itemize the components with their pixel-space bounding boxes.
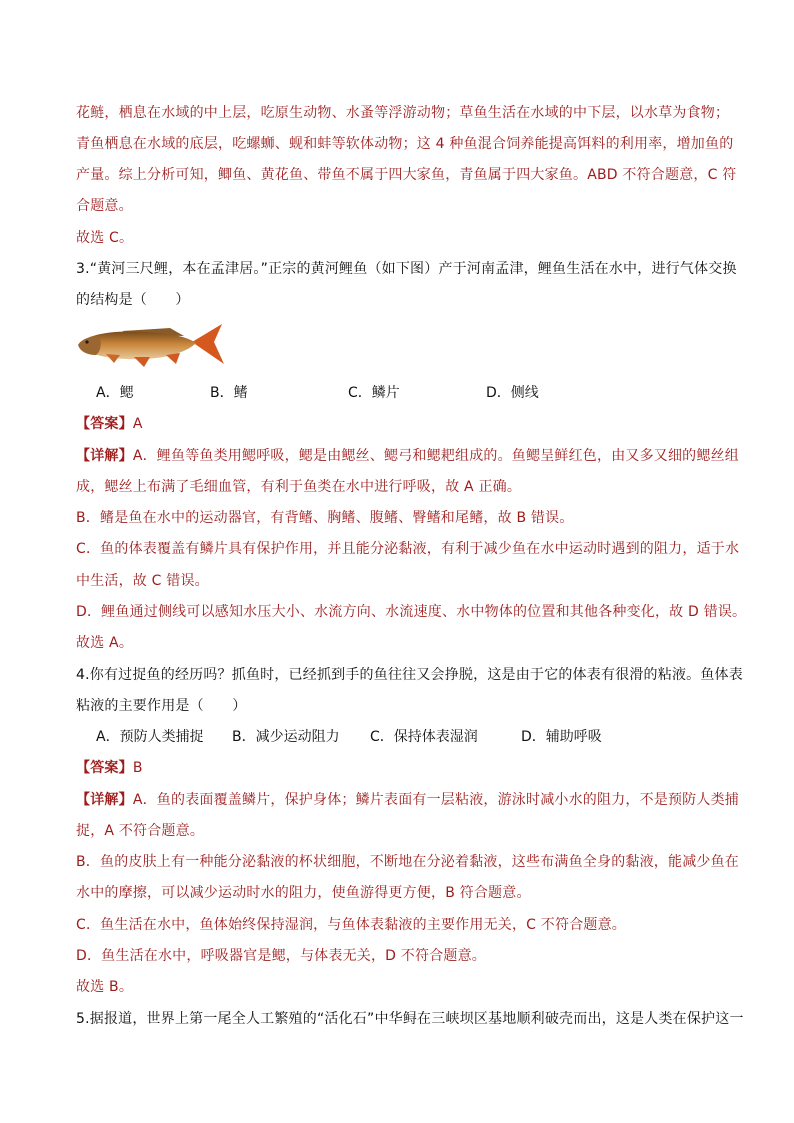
- q3-answer: [76, 414, 143, 434]
- answer-tag: 【答案】: [76, 416, 133, 432]
- q4-option-d: D．辅助呼吸: [521, 729, 602, 745]
- q3-detail-line: B．鳍是鱼在水中的运动器官，有背鳍、胸鳍、腹鳍、臀鳍和尾鳍，故 B 错误。: [76, 510, 574, 526]
- q4-option-b: B．减少运动阻力: [232, 729, 340, 745]
- q3-detail-line: 中生活，故 C 错误。: [76, 573, 209, 589]
- q3-conclusion: 故选 A。: [76, 635, 134, 651]
- detail-text: A．鲤鱼等鱼类用鳃呼吸，鳃是由鳃丝、鳃弓和鳃耙组成的。鱼鳃呈鲜红色，由又多又细的鳃丝组: [132, 448, 739, 464]
- q3-detail-line: C．鱼的体表覆盖有鳞片具有保护作用，并且能分泌黏液，有利于减少鱼在水中运动时遇到的阻力，适于水: [76, 541, 740, 557]
- prev-explanation-line: 产量。综上分析可知，鲫鱼、黄花鱼、带鱼不属于四大家鱼，青鱼属于四大家鱼。ABD 不符合题意，C 符: [76, 167, 737, 183]
- answer-value: B: [132, 760, 143, 776]
- q4-detail-line: 水中的摩擦，可以减少运动时水的阻力，使鱼游得更方便，B 符合题意。: [76, 885, 531, 901]
- q4-stem-line: 4.你有过捉鱼的经历吗？抓鱼时，已经抓到手的鱼往往又会挣脱，这是由于它的体表有很滑的粘液。鱼体表: [76, 667, 743, 683]
- q5-stem-line: 5.据报道，世界上第一尾全人工繁殖的“活化石”中华鲟在三峡坝区基地顺利破壳而出，这是人类在保护这一: [76, 1011, 744, 1027]
- prev-explanation-line: 青鱼栖息在水域的底层，吃螺蛳、蚬和蚌等软体动物；这 4 种鱼混合饲养能提高饵料的利用率，增加鱼的: [76, 136, 734, 152]
- q3-option-c: C．鳞片: [348, 385, 400, 401]
- q3-option-b: B．鳍: [210, 385, 248, 401]
- q4-option-c: C．保持体表湿润: [370, 729, 478, 745]
- detail-tag: 【详解】: [76, 792, 133, 808]
- q4-option-a: A．预防人类捕捉: [96, 729, 204, 745]
- carp-fish-image: [74, 320, 226, 368]
- q4-detail-line: D．鱼生活在水中，呼吸器官是鳃，与体表无关，D 不符合题意。: [76, 948, 487, 964]
- prev-explanation-line: 合题意。: [76, 198, 133, 214]
- q3-detail-line: D．鲤鱼通过侧线可以感知水压大小、水流方向、水流速度、水中物体的位置和其他各种变化，故 D 错误。: [76, 604, 747, 620]
- answer-value: A: [132, 416, 143, 432]
- q3-option-d: D．侧线: [486, 385, 539, 401]
- q4-answer: [76, 758, 143, 778]
- q4-detail-line: 捉，A 不符合题意。: [76, 823, 205, 839]
- detail-tag: 【详解】: [76, 448, 133, 464]
- q3-detail-line: 成，鳃丝上布满了毛细血管，有利于鱼类在水中进行呼吸，故 A 正确。: [76, 479, 522, 495]
- q4-conclusion: 故选 B。: [76, 979, 134, 995]
- q3-stem-line: 的结构是（ ）: [76, 292, 190, 308]
- q3-option-a: A．鳃: [96, 385, 134, 401]
- answer-tag: 【答案】: [76, 760, 133, 776]
- q3-stem-line: 3.“黄河三尺鲤，本在孟津居。”正宗的黄河鲤鱼（如下图）产于河南孟津，鲤鱼生活在水中，进行气体交换: [76, 261, 737, 277]
- detail-text: A．鱼的表面覆盖鳞片，保护身体；鳞片表面有一层粘液，游泳时减小水的阻力，不是预防人类捕: [132, 792, 739, 808]
- q4-detail-line: B．鱼的皮肤上有一种能分泌黏液的杯状细胞，不断地在分泌着黏液，这些布满鱼全身的黏液，能减少鱼在: [76, 854, 740, 870]
- q3-detail-line: [76, 446, 739, 466]
- q4-detail-line: C．鱼生活在水中，鱼体始终保持湿润，与鱼体表黏液的主要作用无关，C 不符合题意。: [76, 917, 626, 933]
- q4-stem-line: 粘液的主要作用是（ ）: [76, 698, 247, 714]
- q4-detail-line: [76, 790, 739, 810]
- prev-conclusion: 故选 C。: [76, 230, 134, 246]
- prev-explanation-line: 花鲢，栖息在水域的中上层，吃原生动物、水蚤等浮游动物；草鱼生活在水域的中下层，以水草为食物；: [76, 105, 730, 121]
